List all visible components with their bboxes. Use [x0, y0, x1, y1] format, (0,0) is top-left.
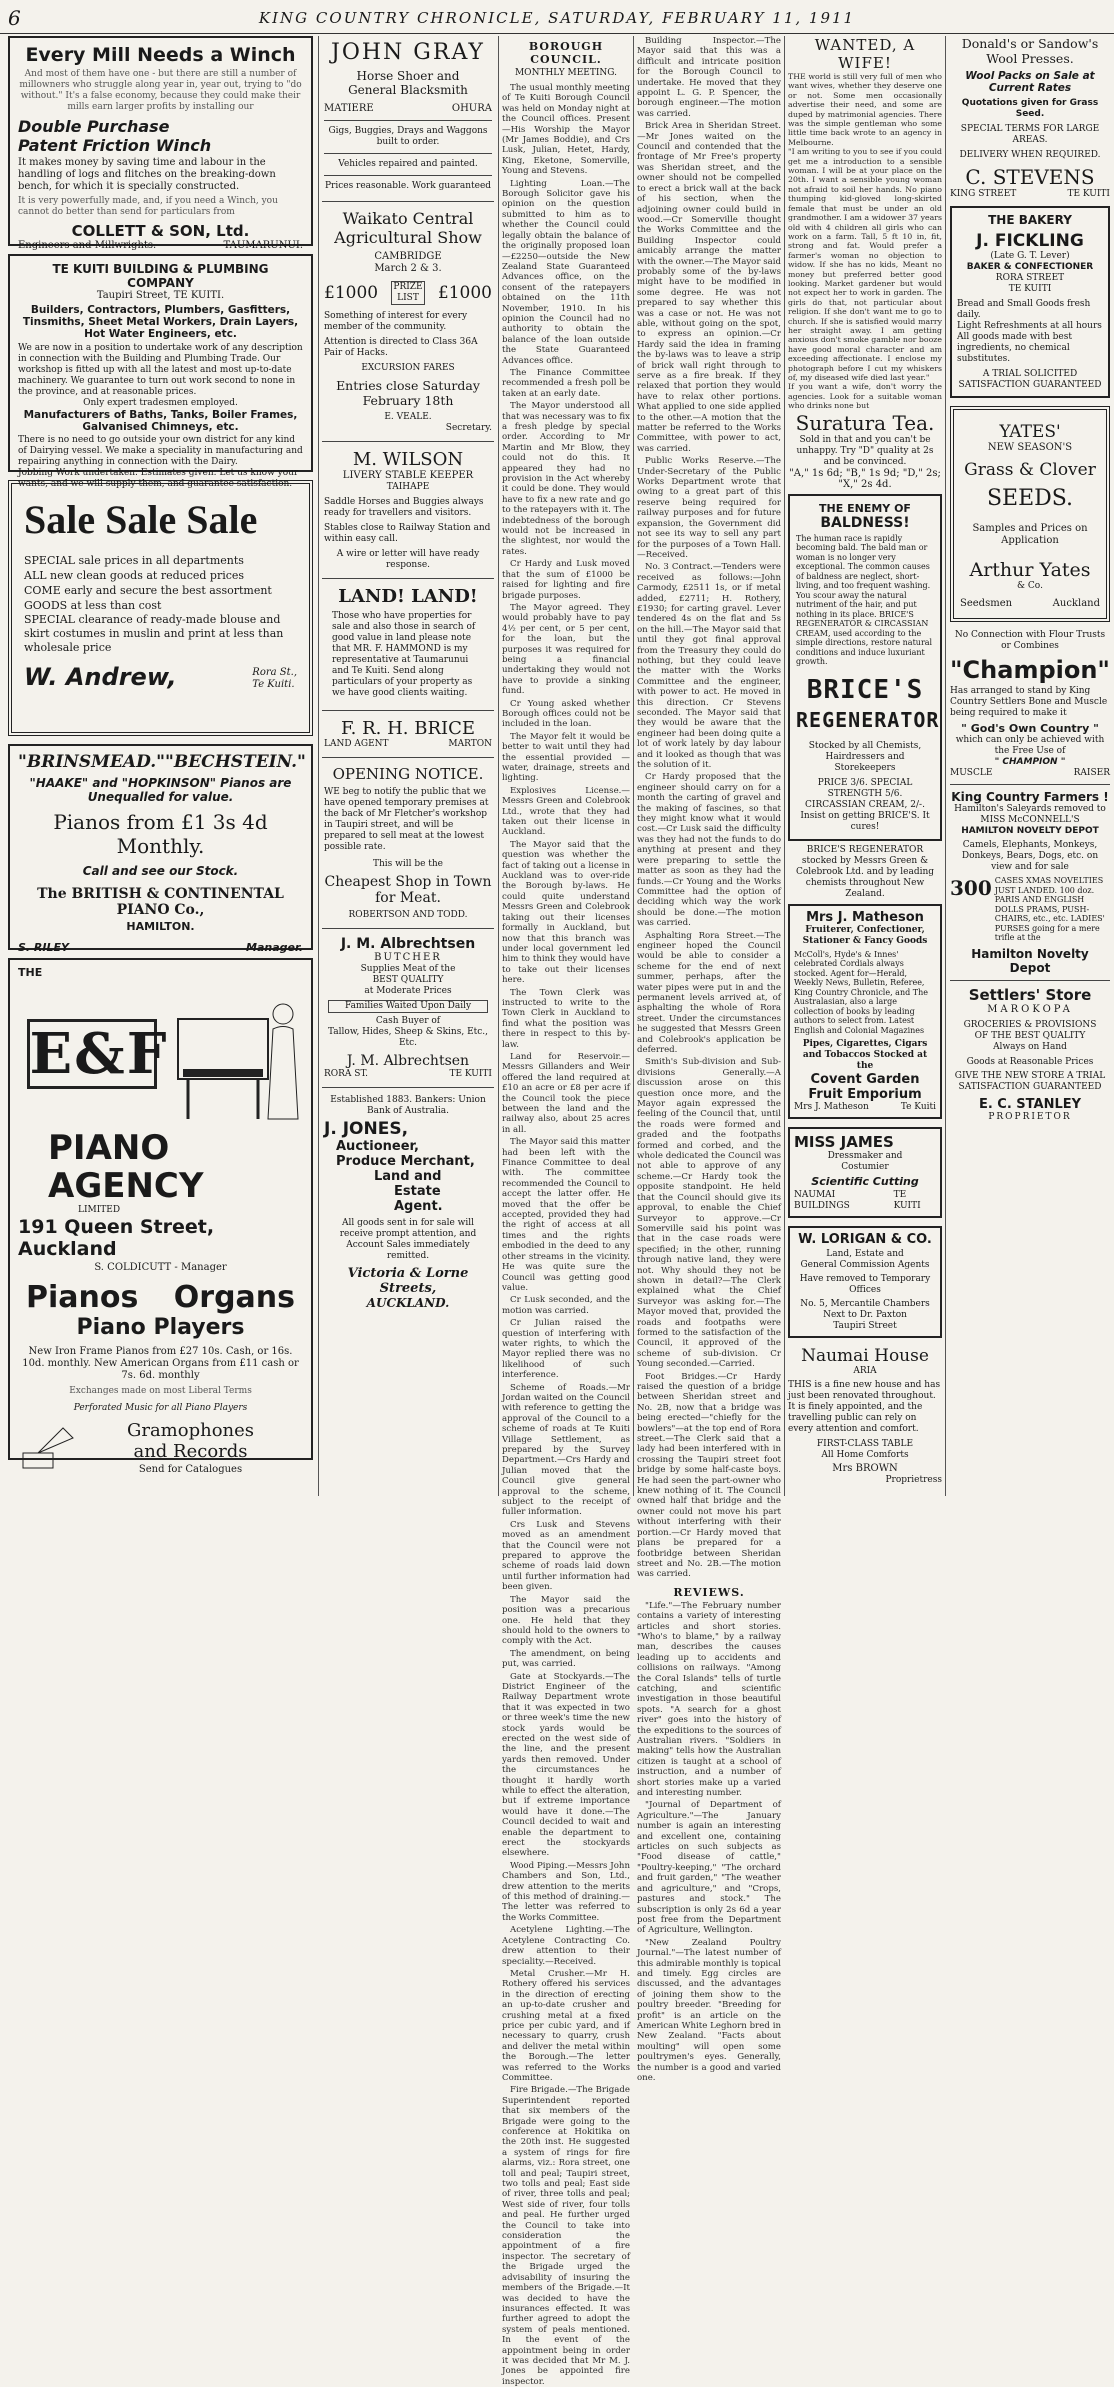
albrechtsen-name: J. M. Albrechtsen: [340, 936, 476, 952]
land-ad: [322, 584, 494, 705]
yates-ad: [950, 406, 1110, 622]
paragraph: Explosives License.—Messrs Green and Colebrook Ltd., wrote that they had taken out their license in Auckland.: [502, 785, 630, 838]
paragraph: Cr Julian raised the question of interfering with water rights, to which the Mayor replied there was no likelihood of such interference.: [502, 1318, 630, 1381]
matheson-pipes: Pipes, Cigarettes, Cigars and Tobaccos Stocked at the: [802, 1039, 928, 1072]
farmers-depot-2: Hamilton Novelty Depot: [971, 946, 1089, 975]
brice-ad: [322, 716, 494, 752]
presses-t2: Wool Presses.: [986, 51, 1074, 66]
council-heading: BOROUGH COUNCIL.: [528, 40, 604, 66]
farmers-toys: Camels, Elephants, Monkeys, Donkeys, Bears, Dogs, etc. on view and for sale: [961, 840, 1099, 872]
yates-samples: Samples and Prices on Application: [972, 523, 1088, 546]
piano-illustration: [173, 979, 303, 1129]
ef-agency: AGENCY: [48, 1166, 204, 1206]
settlers-goods: Goods at Reasonable Prices: [966, 1056, 1094, 1067]
settlers-proprietor: PROPRIETOR: [988, 1111, 1072, 1122]
farmers-ad: [950, 790, 1110, 975]
ef-prices: New Iron Frame Pianos from £27 10s. Cash, or 16s. 10d. monthly. New American Organs from £11 cash or 7s. 6d. monthly: [22, 1346, 299, 1381]
show-secretary-title: Secretary.: [445, 423, 492, 433]
settlers-ad: [950, 986, 1110, 1123]
james-f1: NAUMAI BUILDINGS: [794, 1190, 850, 1212]
paragraph: The Mayor understood all that was necessary was to fix a fresh pledge by special order. According to Mr Martin and Mr Blow, they could not do this. It appeared they had no provision in the Act whereby it could be done. They would have to fix a new rate and go to the ratepayers with it. The indebtedness of the borough would not be increased in the slightest, nor would the rates.: [502, 401, 630, 557]
gray-ad: [322, 36, 494, 196]
naumai-t1: FIRST-CLASS TABLE: [816, 1439, 914, 1450]
ef-piano-agency-ad: [8, 958, 313, 1475]
wilson-location: TAIHAPE: [386, 482, 430, 492]
settlers-location: MAROKOPA: [987, 1003, 1073, 1015]
settlers-hand: Always on Hand: [993, 1041, 1067, 1052]
opening-title: OPENING NOTICE.: [332, 765, 484, 783]
plumbing-p1: We are now in a position to undertake work of any description in connection with the Building and Plumbing Trade. Our workshop is fitted up with all the latest and most up-to-date machinery. We guarantee to turn out work second to none in the province, and at reasonable prices.: [18, 343, 303, 397]
show-title-1: Waikato Central: [342, 209, 474, 228]
presses-packs-2: Current Rates: [988, 82, 1072, 94]
james-ad: [788, 1127, 942, 1218]
albrechtsen-p1: Supplies Meat of the: [360, 964, 456, 974]
plumbing-trades: Builders, Contractors, Plumbers, Gasfitters, Tinsmiths, Sheet Metal Workers, Drain Layers, Hot Water Engineers, etc.: [22, 304, 299, 340]
paragraph: The Mayor said this matter had been left with the Finance Committee to deal with. The committee recommended the Council to accept the latter offer. He moved that the offer be accepted, provided they had the right of access at all times and the rights embodied in the deed to any other streams in the vicinity. He was quite sure the Council was getting good value.: [502, 1137, 630, 1293]
ef-address: 191 Queen Street, Auckland: [18, 1216, 215, 1260]
winch-body-2: It is very powerfully made, and, if you need a Winch, you cannot do better than send for particulars from: [18, 196, 278, 217]
ef-pianos: Pianos: [26, 1280, 139, 1315]
tea-name: Suratura Tea.: [795, 410, 935, 435]
ef-the: THE: [18, 966, 43, 979]
albrechtsen-name-2: J. M. Albrechtsen: [346, 1053, 470, 1069]
paragraph: Public Works Reserve.—The Under-Secretary of the Public Works Department wrote that owing to a great part of this reserve being required for railway purposes and for future expansion, the Government did not see its way to sell any part for the purposes of a Town Hall.—Received.: [637, 456, 781, 560]
opening-cheapest: Cheapest Shop in Town for Meat.: [324, 874, 492, 906]
jones-address: Victoria & Lorne Streets,: [347, 1266, 469, 1296]
bakery-town: TE KUITI: [1008, 284, 1052, 294]
paragraph: Cr Hardy proposed that the engineer should carry on for a month the carting of gravel and the making of fascines, so that they might know what it would cost.—Cr Lusk said the difficulty was they had not the funds to do anything at present and they were preparing to settle the matter as soon as they had the funds.—Cr Young and the Works Committee had the option of deciding which way the work should be done.—The motion was carried.: [637, 772, 781, 929]
pianos-call: Call and see our Stock.: [82, 864, 239, 878]
wanted-wife-article: [788, 36, 942, 411]
farmers-xmas: CASES XMAS NOVELTIES JUST LANDED. 100 doz. PARIS AND ENGLISH DOLLS PRAMS, PUSH-CHAIRS, etc., etc. LADIES' PURSES going for a mere trifle at the: [994, 876, 1105, 942]
bakery-title: THE BAKERY: [988, 213, 1072, 227]
lorigan-addr-1: No. 5, Mercantile Chambers: [800, 1299, 930, 1310]
albrechtsen-p3: at Moderate Prices: [364, 986, 452, 996]
albrechtsen-items: Tallow, Hides, Sheep & Skins, Etc., Etc.: [327, 1027, 489, 1048]
paragraph: The Town Clerk was instructed to write to the Town Clerk in Auckland to find what the position was there in respect to this by-law.: [502, 987, 630, 1050]
jones-body: All goods sent in for sale will receive prompt attention, and Account Sales immediately remitted.: [339, 1218, 477, 1261]
lorigan-addr-3: Taupiri Street: [833, 1321, 897, 1332]
winch-product-1: Double Purchase: [18, 117, 170, 136]
opening-firm: ROBERTSON AND TODD.: [348, 910, 468, 920]
gray-trade-1: Horse Shoer and: [356, 69, 460, 83]
tea-prices: "A," 1s 6d; "B," 1s 9d; "D," 2s; "X," 2s 4d.: [789, 467, 941, 490]
presses-town: TE KUITI: [1067, 189, 1110, 199]
winch-product-2: Patent Friction Winch: [18, 136, 212, 155]
albrechtsen-street: RORA ST.: [324, 1069, 368, 1079]
paragraph: Fire Brigade.—The Brigade Superintendent reported that six members of the Brigade were going to the conference at Hokitika on the 20th inst. He suggested a system of rings for fire alarms, viz.: Rora street, one toll and peal; Taupiri street, two tolls and peal; East side of river, three tolls and peal; West side of river, four tolls and peal. He further urged the Council to take into consideration the appointment of a fire inspector. The secretary of the Brigade urged the advisability of insuring the members of the Brigade.—It was decided to have the insurances effected. It was further agreed to adopt the system of peals mentioned. In the event of the appointment being in order it was decided that Mr M. J. Jones be appointed fire inspector.: [502, 2085, 630, 2387]
show-title-2: Agricultural Show: [334, 228, 482, 247]
farmers-body: Hamilton's Saleyards removed to MISS McCONNELL'S: [954, 804, 1106, 825]
winch-title: Every Mill Needs a Winch: [25, 44, 296, 66]
tea-body: Sold in that and you can't be unhappy. Try "D" quality at 2s and be convinced.: [796, 434, 934, 467]
sale-line-4: GOODS at less than cost: [24, 599, 162, 612]
naumai-ad: [788, 1346, 942, 1486]
yates-t1: YATES': [999, 422, 1061, 442]
sale-line-1: SPECIAL sale prices in all departments: [24, 554, 244, 567]
winch-tag: Engineers and Millwrights.: [18, 240, 157, 251]
paragraph: Acetylene Lighting.—The Acetylene Contracting Co. drew attention to their speciality.—Received.: [502, 1925, 630, 1967]
settlers-best: OF THE BEST QUALITY: [974, 1030, 1086, 1041]
presses-street: KING STREET: [950, 189, 1017, 199]
wilson-title: LIVERY STABLE KEEPER: [342, 470, 474, 481]
ef-limited: LIMITED: [78, 1205, 121, 1215]
sale-line-3: COME early and secure the best assortment: [24, 584, 272, 597]
brice-cream: CIRCASSIAN CREAM, 2/-.: [805, 799, 925, 810]
yates-t3: Grass & Clover: [964, 460, 1096, 480]
paragraph: The Mayor said the position was a precarious one. He held that they should hold to the owners to comply with the Act.: [502, 1594, 630, 1647]
presses-ad: [950, 36, 1110, 200]
paragraph: "Journal of Department of Agriculture."—The January number is again an interesting and excellent one, containing articles on such subjects as "Food disease of cattle," "Poultry-keeping," "The orchard and fruit garden," "The weather and agriculture," and "Crops, pastures and stock." The subscription is only 2s 6d a year post free from the Department of Agriculture, Wellington.: [637, 1800, 781, 1936]
bakery-p2: Light Refreshments at all hours: [957, 321, 1102, 331]
paragraph: The Finance Committee recommended a fresh poll be taken at an early date.: [502, 367, 630, 399]
opening-will: This will be the: [372, 859, 444, 869]
plumbing-p2: Only expert tradesmen employed.: [83, 398, 238, 408]
sale-ad: [8, 480, 313, 736]
ef-organs: Organs: [173, 1280, 295, 1315]
column-rule: [945, 36, 946, 1496]
column-rule: [318, 36, 319, 1496]
paragraph: No. 3 Contract.—Tenders were received as follows:—John Carmody, £2511 1s, or if metal added, £2711; H. Rothery, £1930; for carting gravel. Lever tendered 4s on the flat and 5s on the hill.—The Mayor said that until they got final approval from the Treasury they could do nothing, but they could leave the matter with the Works Committee and the engineer, with power to act. He moved in this direction. Cr Stevens seconded. The Mayor said that they would be aware that the engineer had been doing quite a lot of work lately by day labour and it looked as though that was the solution of it.: [637, 562, 781, 771]
ef-logo: E&F: [27, 1019, 157, 1089]
yates-t2: NEW SEASON'S: [987, 442, 1073, 453]
column-2: [322, 36, 494, 1496]
ef-gramophones: Gramophones: [126, 1420, 255, 1441]
matheson-trade: Fruiterer, Confectioner, Stationer & Fancy Goods: [802, 924, 928, 946]
brice-title: LAND AGENT: [324, 739, 389, 749]
winch-firm: COLLETT & SON, Ltd.: [71, 222, 250, 240]
matheson-name: Mrs J. Matheson: [806, 909, 924, 925]
jones-l1: Auctioneer,: [336, 1139, 419, 1154]
plumbing-manufacturers: Manufacturers of Baths, Tanks, Boiler Frames, Galvanised Chimneys, etc.: [23, 409, 298, 433]
albrechtsen-p2: BEST QUALITY: [372, 975, 444, 985]
sale-title: Sale Sale Sale: [24, 497, 258, 542]
sale-address-2: Te Kuiti.: [252, 679, 295, 690]
bakery-title-2: BAKER & CONFECTIONER: [966, 262, 1094, 272]
column-4: [637, 36, 781, 2083]
naumai-name: Naumai House: [801, 1346, 929, 1367]
paragraph: Land for Reservoir.—Messrs Gillanders and Weir offered the land required at £10 an acre or £8 per acre if the Council took the piece between the land and the railway also, about 25 acres in all.: [502, 1051, 630, 1135]
albrechtsen-title: BUTCHER: [374, 952, 442, 963]
champion-name: "Champion": [950, 656, 1110, 684]
paragraph: Wood Piping.—Messrs John Chambers and Son, Ltd., drew attention to the merits of this method of draining.—The letter was referred to the Works Committee.: [502, 1860, 630, 1923]
council-article: [502, 83, 630, 2387]
yates-l2: Auckland: [1052, 598, 1100, 609]
column-3: [502, 36, 630, 2387]
column-6: [950, 36, 1110, 1496]
paragraph: Metal Crusher.—Mr H. Rothery offered his services in the direction of erecting an up-to-date crusher and crushing metal at a fixed price per cubic yard, and if necessary to quarry, crush and deliver the metal within the Borough.—The letter was referred to the Works Committee.: [502, 1968, 630, 2083]
regenerator-title: REGENERATOR: [796, 707, 940, 732]
show-prize-list: PRIZE LIST: [391, 281, 425, 305]
newspaper-title: KING COUNTRY CHRONICLE, SATURDAY, FEBRUARY 11, 1911: [258, 9, 856, 27]
page-number: 6: [8, 6, 21, 30]
show-ad: [322, 207, 494, 436]
lorigan-name: W. LORIGAN & CO.: [798, 1232, 932, 1248]
lorigan-t1: Land, Estate and: [826, 1249, 904, 1260]
baldness-body: The human race is rapidly becoming bald. The bald man or woman is no longer very exceptional. The common causes of baldness are neglect, short-living, and too frequent washing. You scour away the natural nutriment of the hair, and put nothing in its place. BRICE'S REGENERATOR & CIRCASSIAN CREAM, used according to the simple directions, restore natural conditions and induce luxuriant growth.: [796, 533, 933, 667]
ef-music: Perforated Music for all Piano Players: [73, 1403, 248, 1413]
champion-which: which can only be achieved with the Free Use of: [955, 735, 1105, 756]
yates-co: & Co.: [1017, 581, 1043, 591]
tea-ad: [788, 411, 942, 490]
paragraph: Gate at Stockyards.—The District Engineer of the Railway Department wrote that it was expected in two or three week's time the new stock yards would be erected on the west side of the line, and the present yards then removed. Under the circumstances he thought it hardly worth while to effect the alteration, but if extreme importance would have it done.—The Council decided to wait and enable the department to erect the stockyards elsewhere.: [502, 1671, 630, 1859]
paragraph: Scheme of Roads.—Mr Jordan waited on the Council with reference to getting the approval of the Council to a scheme of roads at Te Kuiti Village Settlement, as prepared by the Survey Department.—Crs Hardy and Julian moved that the Council give general approval to the scheme, subject to the receipt of fuller information.: [502, 1382, 630, 1518]
brand-brinsmead: "BRINSMEAD.": [18, 752, 165, 772]
naumai-body: THIS is a fine new house and has just been renovated throughout. It is finely appointed, and the travelling public can rely on every attention and comfort.: [788, 1380, 941, 1435]
gray-trade-2: General Blacksmith: [348, 83, 468, 97]
matheson-fruit: Fruit Emporium: [808, 1087, 922, 1103]
matheson-foot-1: Mrs J. Matheson: [794, 1102, 869, 1113]
wanted-body: THE world is still very full of men who want wives, whether they deserve one or not. Some men occasionally advertise their need, and some are duped by matrimonial agencies. There was the simple gentleman who some little time back wrote to an agency in Melbourne.: [788, 72, 942, 147]
matheson-foot-2: Te Kuiti: [900, 1102, 936, 1113]
champion-ad: [950, 630, 1110, 779]
yates-t4: SEEDS.: [986, 486, 1074, 511]
pianos-brands-line: "HAAKE" and "HOPKINSON" Pianos are Unequalled for value.: [29, 776, 292, 804]
yates-name: Arthur Yates: [969, 559, 1091, 581]
gray-l3: Prices reasonable. Work guaranteed: [324, 181, 492, 191]
ef-records: and Records: [133, 1441, 248, 1462]
winch-ad: [8, 36, 313, 251]
paragraph: The Mayor agreed. They would probably have to pay 4½ per cent, or 5 per cent, for the loan, but the purposes it was required for being a financial undertaking they would not have to provide a sinking fund.: [502, 602, 630, 697]
winch-town: TAUMARUNUI.: [223, 240, 303, 251]
show-entries: Entries close Saturday February 18th: [336, 378, 480, 408]
paragraph: The Mayor felt it would be better to wait until they had the essential provided — water, drainage, streets and lighting.: [502, 731, 630, 784]
sale-address-1: Rora St.,: [252, 667, 297, 678]
sale-firm: W. Andrew,: [24, 663, 177, 691]
show-amount-2: £1000: [437, 283, 492, 303]
naumai-proprietor: Mrs BROWN: [832, 1463, 898, 1475]
land-title: LAND! LAND!: [338, 586, 478, 607]
council-subheading: MONTHLY MEETING.: [514, 68, 618, 78]
champion-nc: No Connection with Flour Trusts or Combines: [954, 630, 1106, 651]
bakery-ad: [950, 206, 1110, 398]
pianos-manager: S. RILEY: [18, 941, 69, 954]
lorigan-ad: [788, 1226, 942, 1338]
lorigan-addr-2: Next to Dr. Paxton: [823, 1310, 907, 1321]
farmers-title: King Country Farmers !: [951, 790, 1109, 804]
paragraph: Building Inspector.—The Mayor said that this was a difficult and intricate position for the Borough Council to undertake. He moved that they appoint L. G. P. Spencer, the borough engineer.—The motion was carried.: [637, 36, 781, 119]
column-1: [8, 36, 313, 1496]
show-secretary: E. VEALE.: [384, 412, 432, 422]
naumai-proprietress: Proprietress: [885, 1475, 942, 1486]
pianos-firm: The BRITISH & CONTINENTAL PIANO Co.,: [37, 886, 284, 918]
naumai-t2: All Home Comforts: [821, 1450, 909, 1461]
wilson-ad: [322, 447, 494, 573]
jones-l2: Produce Merchant,: [336, 1154, 475, 1169]
show-excursion: EXCURSION FARES: [361, 363, 455, 373]
jones-city: AUCKLAND.: [366, 1296, 450, 1310]
bakery-p3: All goods made with best ingredients, no chemical substitutes.: [957, 332, 1072, 364]
winch-intro: And most of them have one - but there are still a number of millowners who struggle along year in, year out, trying to "do without." It's a false economy, because they could make their mills earn larger profits by installing our: [19, 69, 302, 112]
james-name: MISS JAMES: [794, 1133, 894, 1152]
plumbing-title: TE KUITI BUILDING & PLUMBING COMPANY: [52, 262, 269, 290]
wilson-p1: Saddle Horses and Buggies always ready for travellers and visitors.: [324, 497, 484, 518]
champion-name-2: " CHAMPION ": [994, 757, 1066, 767]
sale-line-2: ALL new clean goods at reduced prices: [24, 569, 245, 582]
settlers-groceries: GROCERIES & PROVISIONS: [963, 1019, 1097, 1030]
show-p2: Attention is directed to Class 36A Pair of Hacks.: [324, 337, 478, 358]
settlers-name: E. C. STANLEY: [978, 1096, 1082, 1112]
pianos-ad: [8, 744, 313, 954]
wilson-name: M. WILSON: [352, 449, 464, 470]
paragraph: "Life."—The February number contains a variety of interesting articles and short stories. "Who's to blame," by a railway man, describes the causes leading up to accidents and collisions on railways. "Among the Coral Islands" tells of turtle catching, and scientific investigation in those beautiful spots. "A search for a ghost river" goes into the history of the expeditions to the sources of Australian rivers. "Soldiers in making" tells how the Australian citizen is taught at a school of instruction, and a number of short stories make up a varied and interesting number.: [637, 1600, 781, 1799]
winch-body: It makes money by saving time and labour in the handling of logs and flitches on the breaking-down bench, for which it is specially constructed.: [18, 157, 276, 192]
gray-l1: Gigs, Buggies, Drays and Waggons built to order.: [328, 126, 488, 147]
column-5: [788, 36, 942, 1496]
opening-body: WE beg to notify the public that we have opened temporary premises at the back of Mr Fletcher's workshop in Taupiri street, and will be prepared to sell meat at the lowest possible rate.: [324, 787, 489, 852]
wilson-p3: A wire or letter will have ready response.: [336, 549, 480, 570]
settlers-give: GIVE THE NEW STORE A TRIAL SATISFACTION GUARANTEED: [954, 1070, 1106, 1092]
james-t1: Dressmaker and: [827, 1151, 903, 1162]
ef-send: Send for Catalogues: [138, 1464, 243, 1475]
brice-name: F. R. H. BRICE: [340, 718, 476, 739]
brice-price: PRICE 3/6. SPECIAL STRENGTH 5/6.: [817, 777, 913, 799]
jones-established: Established 1883. Bankers: Union Bank of Australia.: [330, 1095, 486, 1116]
bakery-name: J. FICKLING: [976, 231, 1084, 251]
baldness-ad: [788, 494, 942, 841]
show-location: CAMBRIDGE: [374, 251, 442, 262]
bakery-satisfaction: SATISFACTION GUARANTEED: [958, 380, 1102, 390]
show-date: March 2 & 3.: [374, 263, 442, 274]
presses-special: SPECIAL TERMS FOR LARGE AREAS.: [960, 124, 1100, 145]
farmers-depot: HAMILTON NOVELTY DEPOT: [961, 826, 1099, 836]
presses-quotations: Quotations given for Grass Seed.: [961, 98, 1099, 119]
ef-manager: S. COLDICUTT - Manager: [94, 1262, 227, 1273]
naumai-location: ARIA: [853, 1366, 877, 1377]
gramophone-icon: [18, 1423, 78, 1473]
matheson-covent-garden: Covent Garden: [810, 1072, 920, 1088]
presses-t1: Donald's or Sandow's: [961, 36, 1099, 51]
plumbing-address: Taupiri Street, TE KUITI.: [96, 290, 225, 301]
wanted-end: If you want a wife, don't worry the agencies. Look for a suitable woman who drinks none but: [788, 382, 942, 411]
albrechtsen-cash: Cash Buyer of: [375, 1016, 441, 1026]
paragraph: The Mayor said that the question was whether the fact of taking out a license in Auckland was to over-ride the Borough by-laws. He could quite understand Messrs Green and Colebrook taking out their licenses formally in Auckland, but now that this branch was under local government led him to think they would have to take out their licenses here.: [502, 839, 630, 986]
gray-loc-1: MATIERE: [324, 103, 374, 114]
pianos-price: Pianos from £1 3s 4d Monthly.: [53, 810, 268, 858]
james-t2: Costumier: [841, 1162, 889, 1173]
reviews-article: [637, 1601, 781, 2084]
show-p1: Something of interest for every member of the community.: [324, 311, 468, 332]
plumbing-ad: [8, 254, 313, 489]
champion-gods: " God's Own Country ": [961, 722, 1099, 735]
sale-line-5: SPECIAL clearance of ready-made blouse and skirt costumes in muslin and print at less than wholesale price: [24, 613, 284, 654]
brice-insist: Insist on getting BRICE'S. It cures!: [800, 810, 930, 832]
farmers-number: 300: [950, 876, 992, 900]
baldness-title-2: BALDNESS!: [820, 514, 910, 531]
council-article-continued: [637, 36, 781, 1580]
settlers-title: Settlers' Store: [968, 985, 1092, 1004]
brice-location: MARTON: [448, 739, 492, 749]
james-f2: TE KUITI: [893, 1190, 921, 1212]
ef-piano-players: Piano Players: [76, 1315, 245, 1340]
paragraph: Crs Lusk and Stevens moved as an amendment that the Council were not prepared to approve the scheme of roads laid down until further information had been given.: [502, 1519, 630, 1593]
paragraph: Lighting Loan.—The Borough Solicitor gave his opinion on the question submitted to him as to whether the Council could legally obtain the balance of the originally proposed loan—£2250—outside the New Zealand State Guaranteed Advances office, on the consent of the ratepayers obtained on the 11th November, 1910. In his opinion the Council had no authority to obtain the balance of the loan outside the State Guaranteed Advances office.: [502, 178, 630, 366]
jones-name: J. JONES,: [324, 1119, 409, 1139]
jones-l3: Land and: [374, 1169, 442, 1184]
presses-name: C. STEVENS: [965, 165, 1095, 189]
paragraph: Smith's Sub-division and Sub-divisions Generally.—A discussion arose on this question once more, and the Mayor again expressed the feeling of the Council that, until the roads were formed and graded and the footpaths formed and corbed, and the whole dedicated the Council was not able to approve of any scheme.—Cr Hardy took the opposite standpoint. He held that the Council should give its approval, to enable the Chief Surveyor to approve.—Cr Somerville said his point was that in the case roads were specified; in the other, running through native land, they were not. Why should they not be shown in detail?—The Clerk explained what the Chief Surveyor was asking for.—The Mayor moved that, provided the roads and footpaths were formed to the satisfaction of the Council, it approved of the scheme of sub-division. Cr Young seconded.—Carried.: [637, 1057, 781, 1370]
yates-l1: Seedsmen: [960, 598, 1013, 609]
brices-title: BRICE'S: [806, 674, 924, 705]
reviews-heading: REVIEWS.: [673, 1585, 745, 1599]
pianos-town: HAMILTON.: [126, 920, 195, 933]
pianos-manager-title: Manager.: [246, 941, 303, 954]
baldness-title-1: THE ENEMY OF: [819, 501, 911, 515]
albrechtsen-families: Families Waited Upon Daily: [328, 1000, 488, 1013]
brand-bechstein: "BECHSTEIN.": [165, 752, 306, 772]
matheson-body: McColl's, Hyde's & Innes' celebrated Cordials always stocked. Agent for—Herald, Weekly News, Bulletin, Referee, King Country Chronicle, and The Australasian, also a large collection of books by leading authors to select from. Latest English and Colonial Magazines: [794, 949, 928, 1035]
gray-l2: Vehicles repaired and painted.: [338, 159, 478, 169]
paragraph: Foot Bridges.—Cr Hardy raised the question of a bridge between Sheridan street and No. 2B, now that a bridge was being erected—"chiefly for the bowlers"—at the top end of Rora street.—The Clerk said that a lady had been interfered with in crossing the Taupiri street foot bridge by some half-caste boys. He had seen the part-owner who knew nothing of it. The Council owned half that bridge and the owner could not move his part without interfering with their portion.—Cr Hardy moved that plans be prepared for a footbridge between Sheridan street and No. 2B.—The motion was carried.: [637, 1371, 781, 1580]
jones-l4: Estate Agent.: [394, 1184, 443, 1214]
champion-body: Has arranged to stand by King Country Settlers Bone and Muscle being required to make it: [950, 686, 1108, 718]
paragraph: Asphalting Rora Street.—The engineer hoped the Council would be able to consider a scheme for the end of next summer, perhaps, after the water pipes were put in and the permanent levels arrived at, of asphalting the whole of Rora street. Under the circumstances he suggested that Messrs Green and Colebrook's application be deferred.: [637, 930, 781, 1055]
albrechtsen-ad: [322, 934, 494, 1082]
paragraph: Cr Lusk seconded, and the motion was carried.: [502, 1295, 630, 1316]
albrechtsen-town: TE KUITI: [449, 1069, 492, 1079]
wanted-letter: "I am writing to you to see if you could get me a introduction to a sensible woman. I will be at your place on the 20th. I want a sensible young woman not afraid to soil her hands. No piano thumping kid-gloved long-skirted female that must be under an old grandmother. I am a widower 37 years old with 4 children all girls who can work on a farm. Tall, 5 ft 10 in, fit, strong and fat. Would prefer a farmer's woman no objection to widow. If she has no kids, Meant no money but preferred better good looking. Market gardener but would not expect her to work in garden. The girls do that, not particular about religion. If she don't want me to go to church. If she is satisfied would marry her straight away. I am getting anxious don't smoke gamble nor booze have good moral character and am exceeding affectionate. I enclose my photograph before I cut my whiskers of, my diseased wife died last year.": [788, 147, 942, 382]
brice-footer: BRICE'S REGENERATOR stocked by Messrs Green & Colebrook Ltd. and by leading chemists throughout New Zealand.: [795, 844, 935, 899]
champion-muscle: MUSCLE: [950, 768, 993, 778]
land-body: Those who have properties for sale and also those in search of good value in land please note that MR. F. HAMMOND is my representative at Taumarunui and Te Kuiti. Send along particulars of your property as we have good clients waiting.: [332, 611, 476, 698]
matheson-ad: [788, 904, 942, 1120]
paragraph: The amendment, on being put, was carried.: [502, 1648, 630, 1670]
paragraph: Cr Hardy and Lusk moved that the sum of £1000 be raised for lighting and fire brigade purposes.: [502, 559, 630, 601]
wanted-title: WANTED, A WIFE!: [814, 36, 916, 72]
bakery-late: (Late G. T. Lever): [990, 251, 1070, 261]
show-amount-1: £1000: [324, 283, 379, 303]
plumbing-p4: Jobbing Work undertaken. Estimates given. Let us know your wants, and we will supply them, and guarantee satisfaction.: [18, 468, 299, 489]
opening-ad: [322, 763, 494, 923]
masthead: [0, 0, 1114, 34]
bakery-trial: A TRIAL SOLICITED: [982, 369, 1078, 379]
presses-delivery: DELIVERY WHEN REQUIRED.: [959, 150, 1101, 160]
paragraph: Cr Young asked whether Borough offices could not be included in the loan.: [502, 698, 630, 730]
bakery-p1: Bread and Small Goods fresh daily.: [957, 299, 1091, 320]
james-t3: Scientific Cutting: [811, 1175, 919, 1189]
column-rule: [498, 36, 499, 1496]
lorigan-p: Have removed to Temporary Offices: [799, 1274, 931, 1296]
gray-loc-2: OHURA: [451, 103, 492, 114]
bakery-street: RORA STREET: [995, 273, 1065, 283]
paragraph: The usual monthly meeting of Te Kuiti Borough Council was held on Monday night at the Council offices. Present—His Worship the Mayor (Mr James Boddie), and Crs Lusk, Julian, Hetet, Hardy, King, Eketone, Somerville, Young and Stevens.: [502, 83, 630, 177]
wilson-p2: Stables close to Railway Station and within easy call.: [324, 523, 491, 544]
paragraph: "New Zealand Poultry Journal."—The latest number of this admirable monthly is topical and timely. Egg circles are discussed, and the advantages of joining them show to the poultry breeder. "Breeding for profit" is an article on the American White Leghorn bred in New Zealand. "Facts about moulting" will open some poultrymen's eyes. Generally, the number is a good and varied one.: [637, 1937, 781, 2083]
gray-name: JOHN GRAY: [331, 40, 485, 65]
lorigan-t2: General Commission Agents: [800, 1260, 930, 1271]
champion-raiser: RAISER: [1073, 768, 1110, 778]
paragraph: Brick Area in Sheridan Street.—Mr Jones waited on the Council and contended that the frontage of Mr Free's property was Sheridan street, and the owner should not be compelled to erect a brick wall at the back of his section, when the adjoining owner could build in wood.—Cr Somerville thought the Works Committee and the Building Inspector could amicably arrange the matter with the owner.—The Mayor said probably some of the by-laws might have to be modified in some degree. He was not prepared to say whether this was a case or not. He was not able, without going on the spot, to express an opinion.—Cr Hardy said the idea in framing the by-laws was to leave a strip of brick wall right through to serve as a fire break. If they relaxed that portion they would have to relax other portions. What applied to one side applied to the other.—A motion that the matter be referred to the Works Committee, with power to act, was carried.: [637, 121, 781, 454]
ef-exchanges: Exchanges made on most Liberal Terms: [69, 1386, 252, 1396]
column-rule: [633, 36, 634, 1496]
column-rule: [784, 36, 785, 1496]
brice-stocked: Stocked by all Chemists, Hairdressers and Storekeepers: [808, 740, 922, 773]
ef-piano: PIANO: [48, 1128, 170, 1168]
presses-packs-1: Wool Packs on Sale at: [965, 70, 1095, 82]
plumbing-p3: There is no need to go outside your own district for any kind of Dairying vessel. We make a speciality in manufacturing and repairing anything in connection with the Dairy.: [18, 435, 303, 467]
jones-ad: [322, 1093, 494, 1312]
